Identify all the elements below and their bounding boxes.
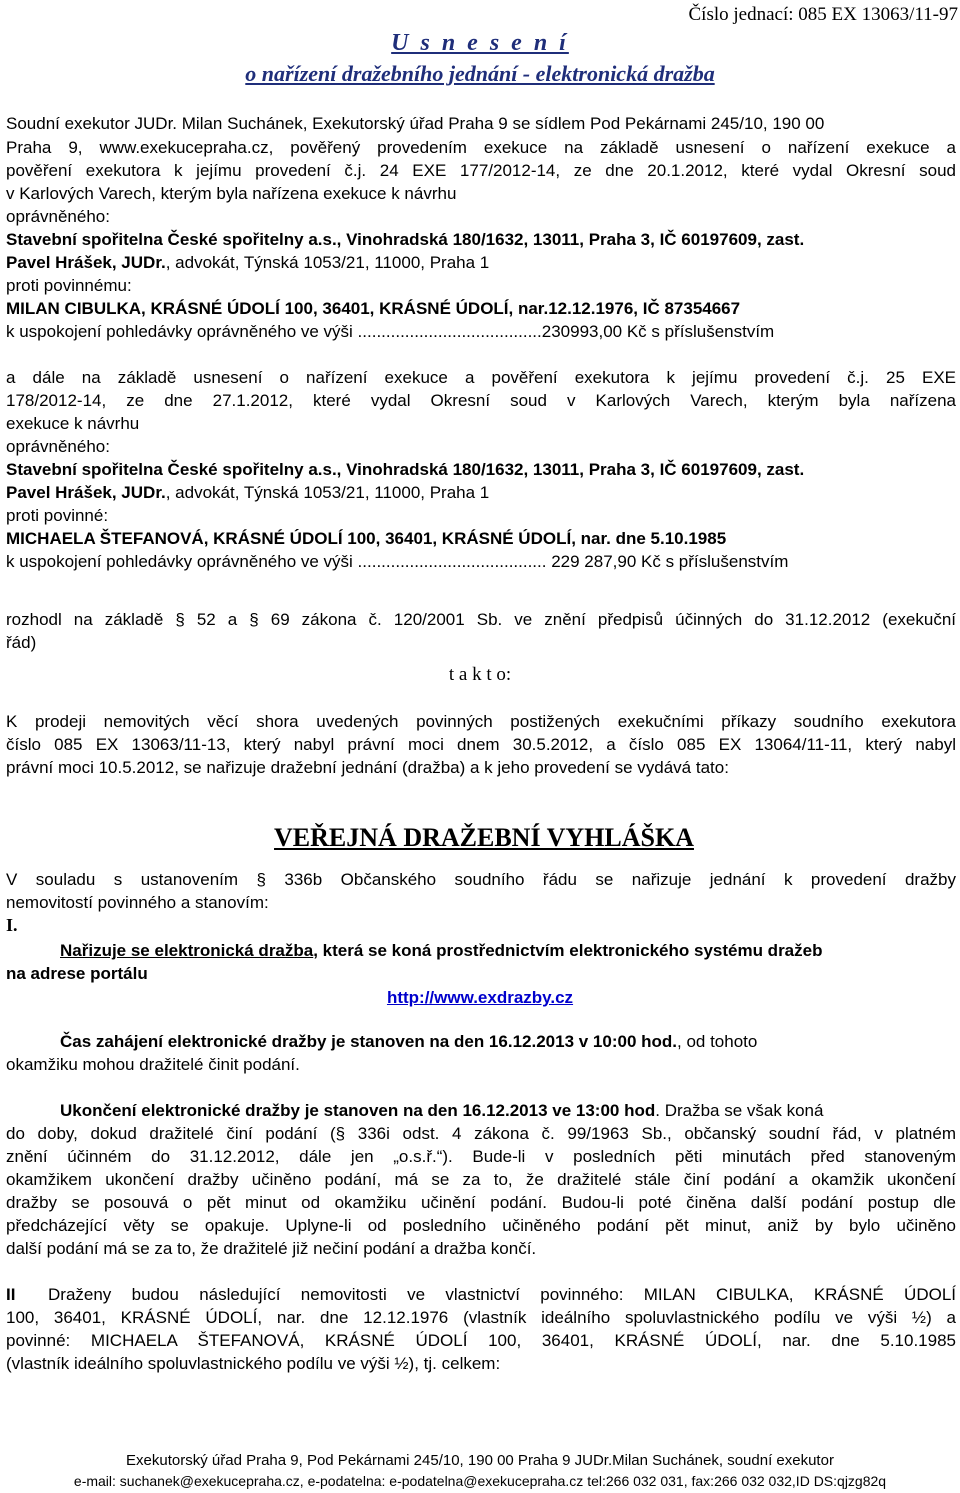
creditor-label: oprávněného:: [6, 207, 110, 226]
intro-line: Praha 9, www.exekucepraha.cz, pověřený provedením exekuce na základě usnesení o nařízení exekuce a: [6, 138, 956, 157]
decision-line: rozhodl na základě § 52 a § 69 zákona č. 120/2001 Sb. ve znění předpisů účinných do 31.12.2012 (exekuční: [6, 610, 956, 629]
auction-start: okamžiku mohou dražitelé činit podání.: [6, 1055, 300, 1074]
reference-number: Číslo jednací: 085 EX 13063/11-97: [688, 4, 958, 25]
auction-order: na adrese portálu: [6, 964, 148, 983]
property-line: (vlastník ideálního spoluvlastnického podílu ve výši ½), tj. celkem:: [6, 1354, 501, 1373]
second-line: exekuce k návrhu: [6, 414, 140, 433]
creditor-name: Stavební spořitelna České spořitelny a.s., Vinohradská 180/1632, 13011, Praha 3, IČ 60197609, zast.: [6, 460, 805, 479]
second-line: 178/2012-14, ze dne 27.1.2012, které vydal Okresní soud v Karlových Varech, kterým byla nařízena: [6, 391, 956, 410]
claim-amount: k uspokojení pohledávky oprávněného ve výši .......................................230993,00 Kč s příslušenstvím: [6, 322, 775, 341]
auction-end: Ukončení elektronické dražby je stanoven na den 16.12.2013 ve 13:00 hod. Dražba se však koná: [60, 1101, 824, 1120]
creditor-attorney: Pavel Hrášek, JUDr., advokát, Týnská 1053/21, 11000, Praha 1: [6, 483, 490, 502]
section-one-label: I.: [6, 915, 18, 935]
auction-end-line: okamžikem ukončení dražby učiněno podání, má se za to, že dražitelé stále činí podání a okamžik ukončení: [6, 1170, 956, 1189]
auction-end-line: předcházející věty se opakuje. Uplyne-li od posledního učiněného podání pět minut, aniž by bylo učiněno: [6, 1216, 956, 1235]
debtor-name: MICHAELA ŠTEFANOVÁ, KRÁSNÉ ÚDOLÍ 100, 36401, KRÁSNÉ ÚDOLÍ, nar. dne 5.10.1985: [6, 529, 727, 548]
property-line: Draženy budou následující nemovitosti ve vlastnictví povinného: MILAN CIBULKA, KRÁSNÉ ÚDOLÍ: [48, 1285, 956, 1304]
auction-end-line: do doby, dokud dražitelé činí podání (§ 336i odst. 4 zákona č. 99/1963 Sb., občanský soudní řád, v platném: [6, 1124, 956, 1143]
portal-link-row: [0, 986, 960, 1009]
creditor-name: Stavební spořitelna České spořitelny a.s., Vinohradská 180/1632, 13011, Praha 3, IČ 60197609, zast.: [6, 230, 805, 249]
sale-line: právní moci 10.5.2012, se nařizuje dražební jednání (dražba) a k jeho provedení se vydává tato:: [6, 758, 729, 777]
announcement-line: nemovitostí povinného a stanovím:: [6, 893, 269, 912]
takto-heading: t a k t o:: [448, 664, 512, 685]
sale-line: číslo 085 EX 13063/11-13, který nabyl právní moci dnem 30.5.2012, a číslo 085 EX 13064/11-11, který nabyl: [6, 735, 956, 754]
auction-end-line: dražby se posouvá o pět minut od okamžiku učinění podání. Budou-li poté činěna další podání postup dle: [6, 1193, 956, 1212]
document-subtitle: o nařízení dražebního jednání - elektronická dražba: [245, 61, 715, 86]
auction-start: Čas zahájení elektronické dražby je stanoven na den 16.12.2013 v 10:00 hod., od tohoto: [60, 1032, 758, 1051]
document-title: U s n e s e n í: [391, 30, 569, 56]
sale-line: K prodeji nemovitých věcí shora uvedených povinných postižených exekučními příkazy soudního exekutora: [6, 712, 956, 731]
intro-line: Soudní exekutor JUDr. Milan Suchánek, Exekutorský úřad Praha 9 se sídlem Pod Pekárnami 245/10, 190 00: [6, 114, 825, 133]
announcement-line: V souladu s ustanovením § 336b Občanského soudního řádu se nařizuje jednání k provedení dražby: [6, 870, 956, 889]
footer-address: Exekutorský úřad Praha 9, Pod Pekárnami 245/10, 190 00 Praha 9 JUDr.Milan Suchánek, soudní exekutor: [126, 1452, 834, 1469]
footer-contacts: e-mail: suchanek@exekucepraha.cz, e-podatelna: e-podatelna@exekucepraha.cz tel:266 032 031, fax:266 032 032,ID DS:qjzg82q: [73, 1473, 887, 1489]
auction-end-line: další podání má se za to, že dražitelé již nečiní podání a dražba končí.: [6, 1239, 537, 1258]
second-line: a dále na základě usnesení o nařízení exekuce a pověření exekutora k jejímu provedení č.j. 25 EXE: [6, 368, 956, 387]
claim-amount: k uspokojení pohledávky oprávněného ve výši ........................................ 229 287,90 Kč s příslušenstvím: [6, 552, 789, 571]
property-line: 100, 36401, KRÁSNÉ ÚDOLÍ, nar. dne 12.12.1976 (vlastník ideálního spoluvlastnického podílu ve výši ½) a: [6, 1308, 956, 1327]
announcement-heading: VEŘEJNÁ DRAŽEBNÍ VYHLÁŠKA: [274, 823, 694, 852]
debtor-label: proti povinnému:: [6, 276, 132, 295]
section-two-label: II: [6, 1285, 16, 1304]
creditor-label: oprávněného:: [6, 437, 110, 456]
portal-link[interactable]: http://www.exdrazby.cz: [386, 988, 574, 1007]
auction-order: Nařizuje se elektronická dražba, která se koná prostřednictvím elektronického systému dražeb: [60, 941, 823, 960]
intro-line: pověření exekutora k jejímu provedení č.j. 24 EXE 177/2012-14, ze dne 20.1.2012, které vydal Okresní soud: [6, 161, 956, 180]
decision-line: řád): [6, 633, 37, 652]
auction-end-line: znění účinném do 31.12.2012, dále jen „o.s.ř.“). Bude-li v posledních pěti minutách před stanoveným: [6, 1147, 956, 1166]
debtor-label: proti povinné:: [6, 506, 109, 525]
debtor-name: MILAN CIBULKA, KRÁSNÉ ÚDOLÍ 100, 36401, KRÁSNÉ ÚDOLÍ, nar.12.12.1976, IČ 87354667: [6, 299, 741, 318]
property-line: povinné: MICHAELA ŠTEFANOVÁ, KRÁSNÉ ÚDOLÍ 100, 36401, KRÁSNÉ ÚDOLÍ, nar. dne 5.10.1985: [6, 1331, 956, 1350]
creditor-attorney: Pavel Hrášek, JUDr., advokát, Týnská 1053/21, 11000, Praha 1: [6, 253, 490, 272]
intro-line: v Karlových Varech, kterým byla nařízena exekuce k návrhu: [6, 184, 457, 203]
